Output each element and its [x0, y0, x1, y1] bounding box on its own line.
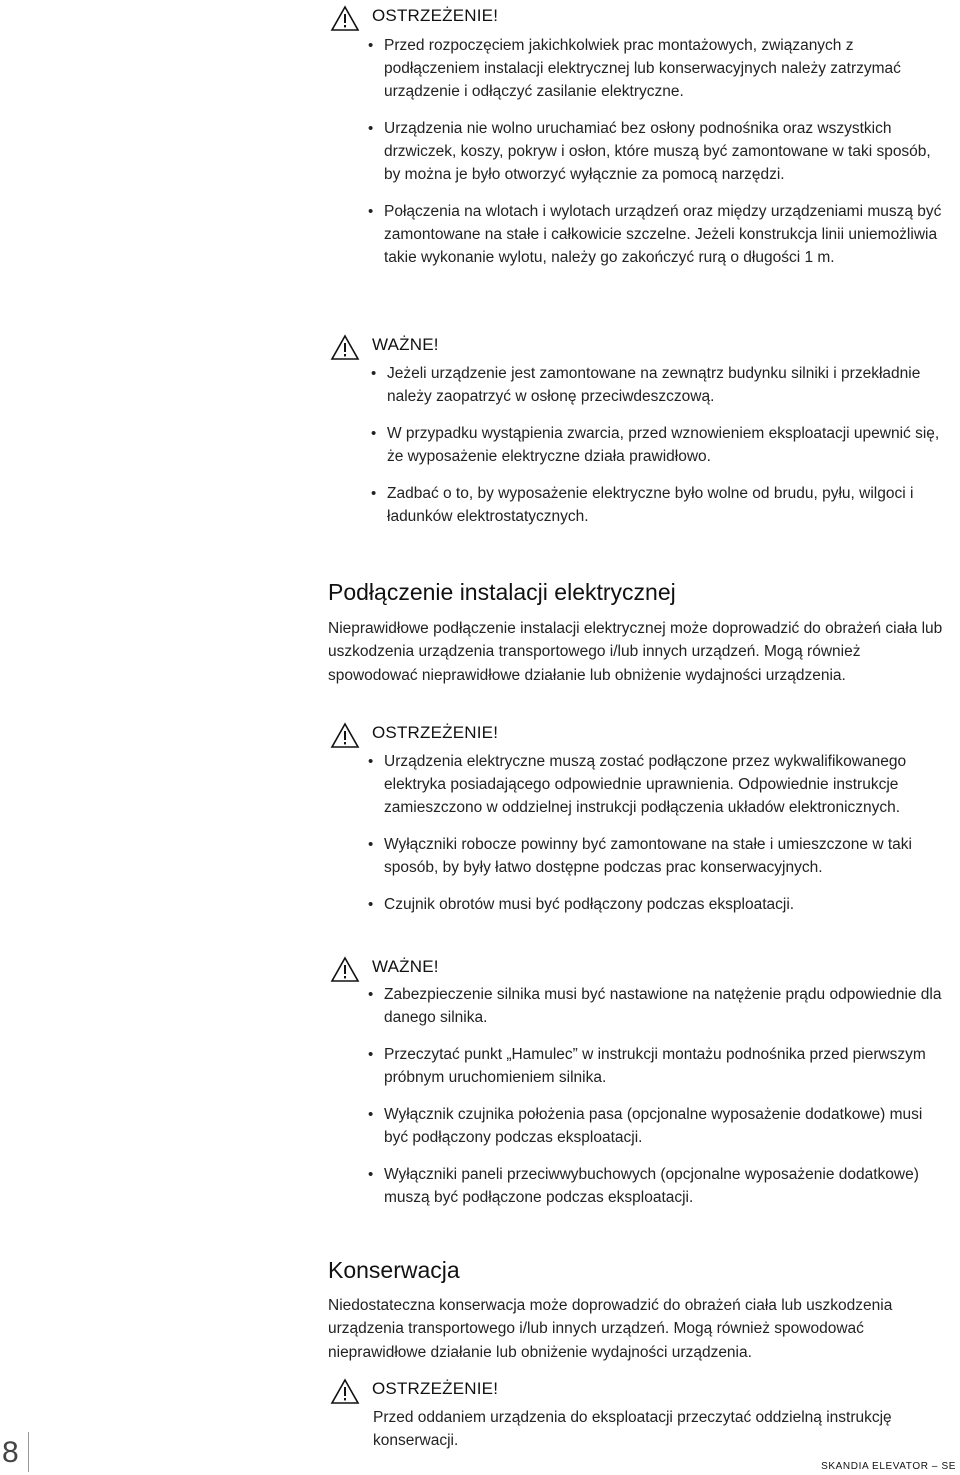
- list-item: • W przypadku wystąpienia zwarcia, przed wznowieniem eksploatacji upewnić się, że wyposażenie elektryczne działa prawidłowo.: [371, 425, 940, 465]
- warning-list-1: [368, 34, 944, 282]
- section-title-maintenance: Konserwacja: [328, 1257, 460, 1283]
- list-item: • Jeżeli urządzenie jest zamontowane na zewnątrz budynku silniki i przekładnie należy zaopatrzyć w osłonę przeciwdeszczową.: [371, 365, 921, 405]
- warning-triangle-icon: [330, 1378, 360, 1405]
- important-title: WAŻNE!: [372, 957, 439, 976]
- list-item: • Urządzenia nie wolno uruchamiać bez osłony podnośnika oraz wszystkich drzwiczek, koszy, pokryw i osłon, które muszą być zamontowane w taki sposób, by można je było otworzyć wyłącznie za pomocą narzędzi.: [368, 120, 931, 183]
- maintenance-paragraph: Niedostateczna konserwacja może doprowadzić do obrażeń ciała lub uszkodzenia urządzenia transportowego i/lub innych urządzeń. Mogą również spowodować nieprawidłowe działanie lub obniżenie wydajności urządzenia.: [328, 1297, 893, 1361]
- warning-title: OSTRZEŻENIE!: [372, 6, 499, 25]
- important-heading-2: [330, 955, 439, 983]
- section-title-electrical: Podłączenie instalacji elektrycznej: [328, 579, 676, 605]
- important-list-1: [371, 362, 947, 541]
- list-item: • Urządzenia elektryczne muszą zostać podłączone przez wykwalifikowanego elektryka posiadającego odpowiednie uprawnienia. Odpowiednie instrukcje zamieszczono w oddzielnej instrukcji podłączenia układów elektronicznych.: [368, 753, 907, 816]
- list-item: • Zabezpieczenie silnika musi być nastawione na natężenie prądu odpowiednie dla danego silnika.: [368, 986, 942, 1026]
- list-item: • Wyłącznik czujnika położenia pasa (opcjonalne wyposażenie dodatkowe) musi być podłączony podczas eksploatacji.: [368, 1106, 923, 1146]
- warning-triangle-icon: [330, 956, 360, 983]
- electrical-paragraph: Nieprawidłowe podłączenie instalacji elektrycznej może doprowadzić do obrażeń ciała lub uszkodzenia urządzenia transportowego i/lub innych urządzeń. Mogą również spowodować nieprawidłowe działanie lub obniżenie wydajności urządzenia.: [328, 620, 943, 684]
- important-title: WAŻNE!: [372, 335, 439, 354]
- list-item: • Wyłączniki paneli przeciwwybuchowych (opcjonalne wyposażenie dodatkowe) muszą być podłączone podczas eksploatacji.: [368, 1166, 919, 1206]
- important-list-2: [368, 983, 944, 1222]
- page-number-divider: [28, 1432, 29, 1472]
- warning-heading-3: [330, 1377, 499, 1405]
- maintenance-warning-text: Przed oddaniem urządzenia do eksploatacji przeczytać oddzielną instrukcję konserwacji.: [373, 1409, 892, 1450]
- warning-heading-2: [330, 721, 499, 749]
- warning-heading-1: [330, 4, 499, 32]
- warning-triangle-icon: [330, 5, 360, 32]
- warning-title: OSTRZEŻENIE!: [372, 1379, 499, 1398]
- warning-list-2: [368, 750, 959, 929]
- list-item: • Wyłączniki robocze powinny być zamontowane na stałe i umieszczone w taki sposób, by były łatwo dostępne podczas prac konserwacyjnych.: [368, 836, 912, 876]
- list-item: • Zadbać o to, by wyposażenie elektryczne było wolne od brudu, pyłu, wilgoci i ładunków elektrostatycznych.: [371, 485, 914, 525]
- list-item: • Czujnik obrotów musi być podłączony podczas eksploatacji.: [368, 896, 795, 913]
- warning-triangle-icon: [330, 334, 360, 361]
- warning-title: OSTRZEŻENIE!: [372, 723, 499, 742]
- warning-triangle-icon: [330, 722, 360, 749]
- footer-brand: SKANDIA ELEVATOR – SE: [821, 1461, 956, 1472]
- list-item: • Przeczytać punkt „Hamulec” w instrukcji montażu podnośnika przed pierwszym próbnym uruchomieniem silnika.: [368, 1046, 926, 1086]
- page-number: 8: [2, 1436, 19, 1469]
- list-item: • Przed rozpoczęciem jakichkolwiek prac montażowych, związanych z podłączeniem instalacji elektrycznej lub konserwacyjnych należy zatrzymać urządzenie i odłączyć zasilanie elektryczne.: [368, 37, 901, 100]
- list-item: • Połączenia na wlotach i wylotach urządzeń oraz między urządzeniami muszą być zamontowane na stałe i całkowicie szczelne. Jeżeli konstrukcja linii uniemożliwia takie wykonanie wylotu, należy go zakończyć rurą o długości 1 m.: [368, 203, 942, 266]
- important-heading-1: [330, 333, 439, 361]
